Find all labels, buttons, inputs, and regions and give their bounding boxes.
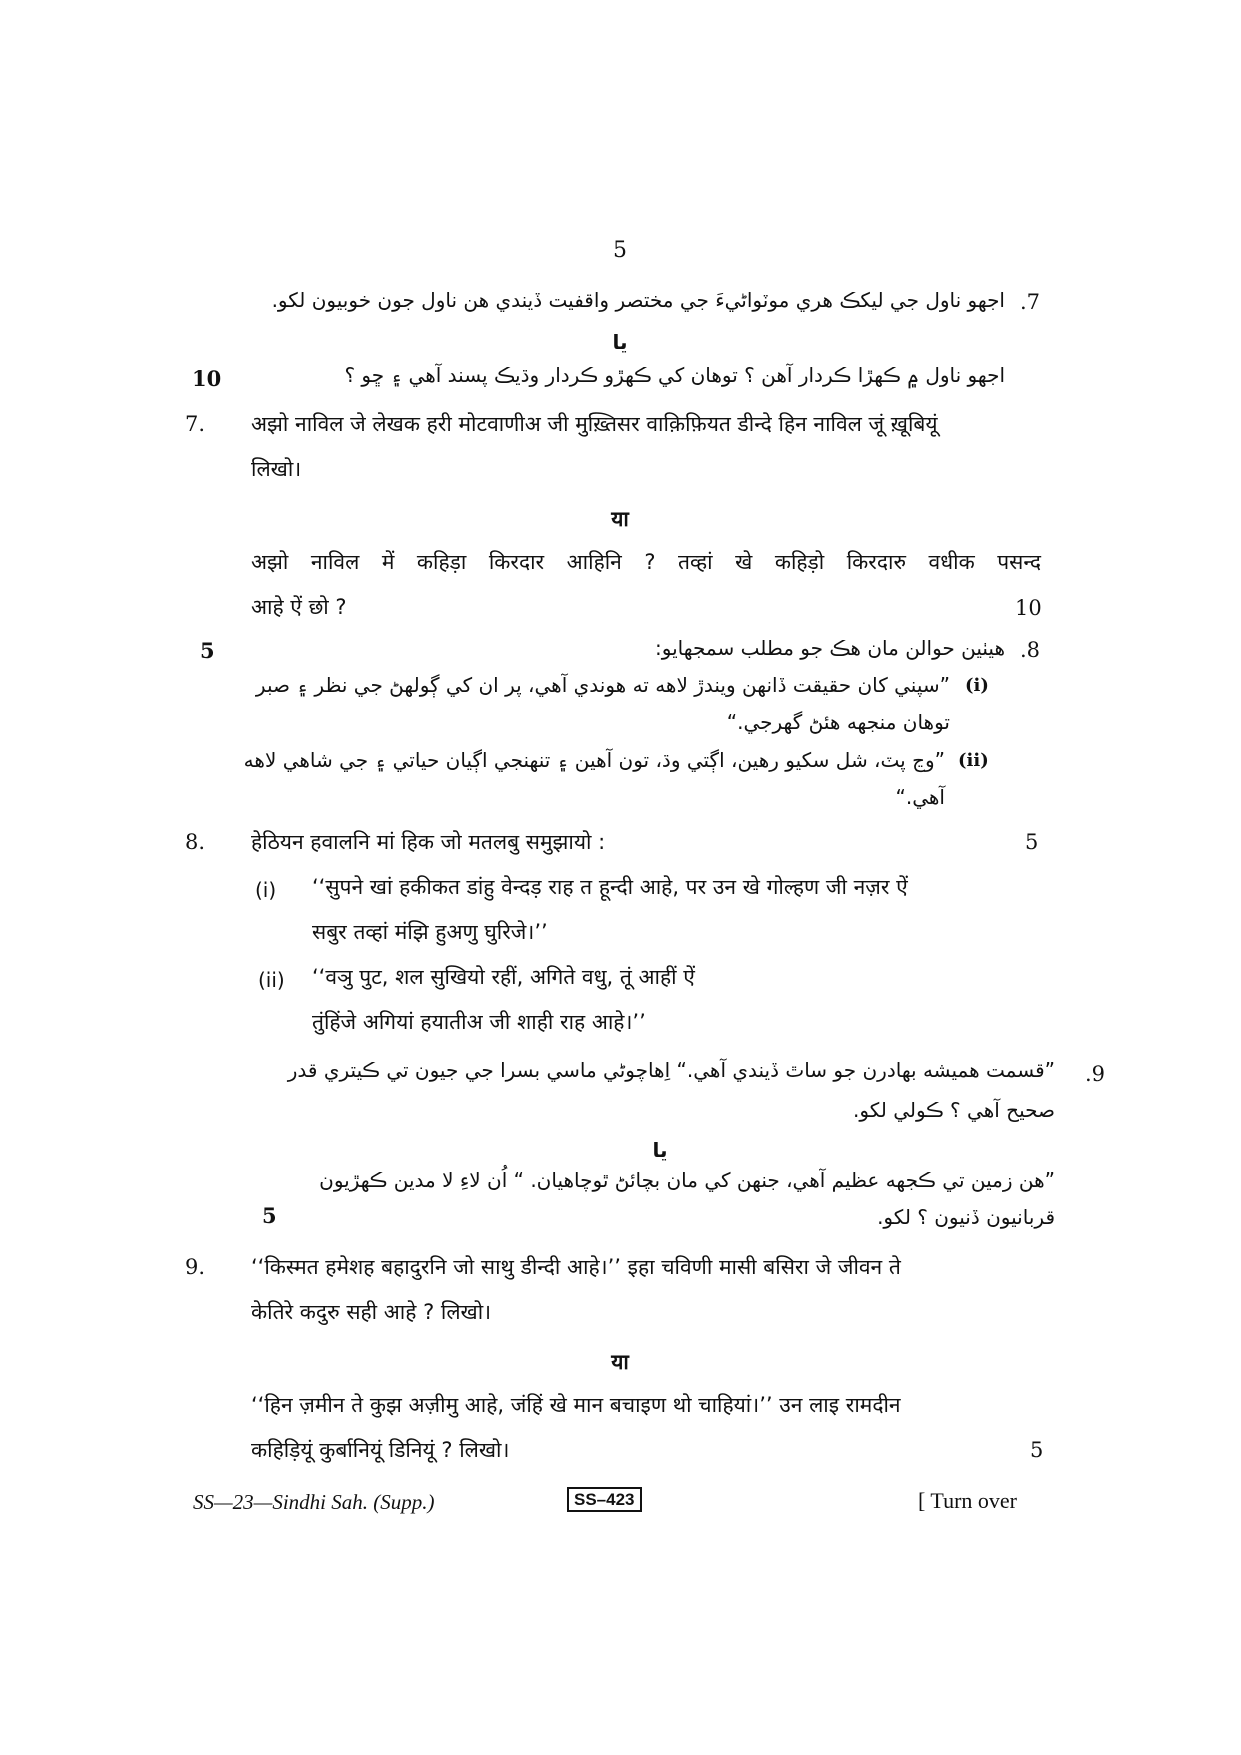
- q7-dev-line1: अझो नाविल जे लेखक हरी मोटवाणीअ जी मुख़्तिसर वाक़िफ़ियत डीन्दे हिन नाविल जूं ख़ूबियूं: [251, 412, 938, 436]
- q8-sindhi-i-line1: ”سپني کان حقيقت ڏانهن ويندڙ لاهه ته هوندي آهي، پر ان کي ڳولهڻ جي نظر ۽ صبر: [255, 673, 950, 697]
- page-number: 5: [613, 238, 627, 263]
- q8-dev-i-line2: सबुर तव्हां मंझि हुअणु घुरिजे।’’: [312, 920, 548, 944]
- q9-sindhi-line1: ”قسمت هميشه بهادرن جو ساٿ ڏيندي آهي.“ اِهاچوڻي ماسي بسرا جي جيون تي ڪيتري قدر: [287, 1058, 1055, 1082]
- q9-dev-line2: केतिरे कदुरु सही आहे ? लिखो।: [251, 1300, 492, 1324]
- q9-sindhi-or: يا: [652, 1138, 668, 1162]
- q9-dev-or: या: [611, 1350, 629, 1374]
- footer-paper-title: SS—23—Sindhi Sah. (Supp.): [193, 1490, 435, 1514]
- q8-dev-number: 8.: [185, 830, 206, 854]
- q9-dev-marks: 5: [1030, 1438, 1044, 1462]
- q7-sindhi-alt: اجهو ناول ۾ ڪهڙا ڪردار آهن ؟ توهان کي ڪهڙو ڪردار وڌيڪ پسند آهي ۽ ڇو ؟: [344, 363, 1005, 387]
- q7-dev-alt-line2: आहे ऐं छो ?: [251, 595, 347, 619]
- q8-sindhi-ii-label: (ii): [958, 750, 989, 771]
- paper-code-badge: SS–423: [567, 1487, 642, 1512]
- q9-sindhi-alt-line2: قربانيون ڏنيون ؟ لکو.: [877, 1205, 1055, 1229]
- q9-dev-line1: ‘‘किस्मत हमेशह बहादुरनि जो साथु डीन्दी आहे।’’ इहा चविणी मासी बसिरा जे जीवन ते: [251, 1255, 901, 1279]
- q9-sindhi-marks: 5: [262, 1203, 277, 1228]
- q8-dev-i-line1: ‘‘सुपने खां हकीकत डांहु वेन्दड़ राह त हून्दी आहे, पर उन खे गोल्हण जी नज़र ऐं: [312, 875, 908, 899]
- q8-dev-ii-line2: तुंहिंजे अगियां हयातीअ जी शाही राह आहे।’’: [312, 1010, 646, 1034]
- q8-sindhi-marks: 5: [200, 638, 215, 663]
- q8-sindhi-ii-line1: ”وڃ پٽ، شل سکيو رهين، اڳتي وڌ، تون آهين ۽ تنهنجي اڳيان حياتي ۽ جي شاهي لاهه: [243, 748, 945, 772]
- q8-dev-marks: 5: [1025, 830, 1039, 854]
- q8-dev-i-label: (i): [255, 878, 277, 902]
- q8-dev-ii-label: (ii): [258, 968, 285, 992]
- q7-dev-marks: 10: [1015, 596, 1042, 620]
- q9-dev-alt-line2: कहिड़ियूं कुर्बानियूं डिनियूं ? लिखो।: [251, 1438, 510, 1462]
- q9-sindhi-number: .9: [1085, 1062, 1106, 1086]
- q8-sindhi-i-line2: توهان منجهه هئڻ گهرجي.“: [726, 710, 950, 734]
- turn-over-note: [ Turn over: [918, 1488, 1018, 1513]
- q7-sindhi-text: اجهو ناول جي ليکڪ هري موٽواڻيءَ جي مختصر واقفيت ڏيندي هن ناول جون خوبيون لکو.: [271, 288, 1005, 312]
- q7-dev-line2: लिखो।: [251, 457, 302, 481]
- q9-sindhi-alt-line1: ”هن زمين تي ڪجهه عظيم آهي، جنهن کي مان بچائڻ ٿوچاهيان. “ اُن لاءِ لا مدين ڪهڙيون: [319, 1168, 1055, 1192]
- q7-dev-number: 7.: [185, 412, 206, 436]
- q7-sindhi-or: يا: [612, 330, 628, 354]
- q8-sindhi-heading: هيٺين حوالن مان هڪ جو مطلب سمجهايو:: [655, 636, 1005, 660]
- q7-sindhi-number: .7: [1020, 290, 1041, 314]
- q9-dev-number: 9.: [185, 1255, 206, 1279]
- q9-sindhi-line2: صحيح آهي ؟ ڪولي لکو.: [853, 1098, 1055, 1122]
- q8-dev-ii-line1: ‘‘वञु पुट, शल सुखियो रहीं, अगिते वधु, तूं आहीं ऐं: [312, 965, 695, 989]
- q7-sindhi-marks: 10: [192, 366, 222, 391]
- q7-dev-or: या: [611, 507, 629, 531]
- q8-dev-heading: हेठियन हवालनि मां हिक जो मतलबु समुझायो :: [251, 830, 606, 854]
- q7-dev-alt-line1: अझो नाविल में कहिड़ा किरदार आहिनि ? तव्हां खे कहिड़ो किरदारु वधीक पसन्द: [251, 550, 1041, 574]
- q8-sindhi-i-label: (i): [965, 675, 989, 696]
- q9-dev-alt-line1: ‘‘हिन ज़मीन ते कुझ अज़ीमु आहे, जंहिं खे मान बचाइण थो चाहियां।’’ उन लाइ रामदीन: [251, 1393, 901, 1417]
- q8-sindhi-number: .8: [1020, 638, 1041, 662]
- q8-sindhi-ii-line2: آهي.“: [895, 785, 945, 809]
